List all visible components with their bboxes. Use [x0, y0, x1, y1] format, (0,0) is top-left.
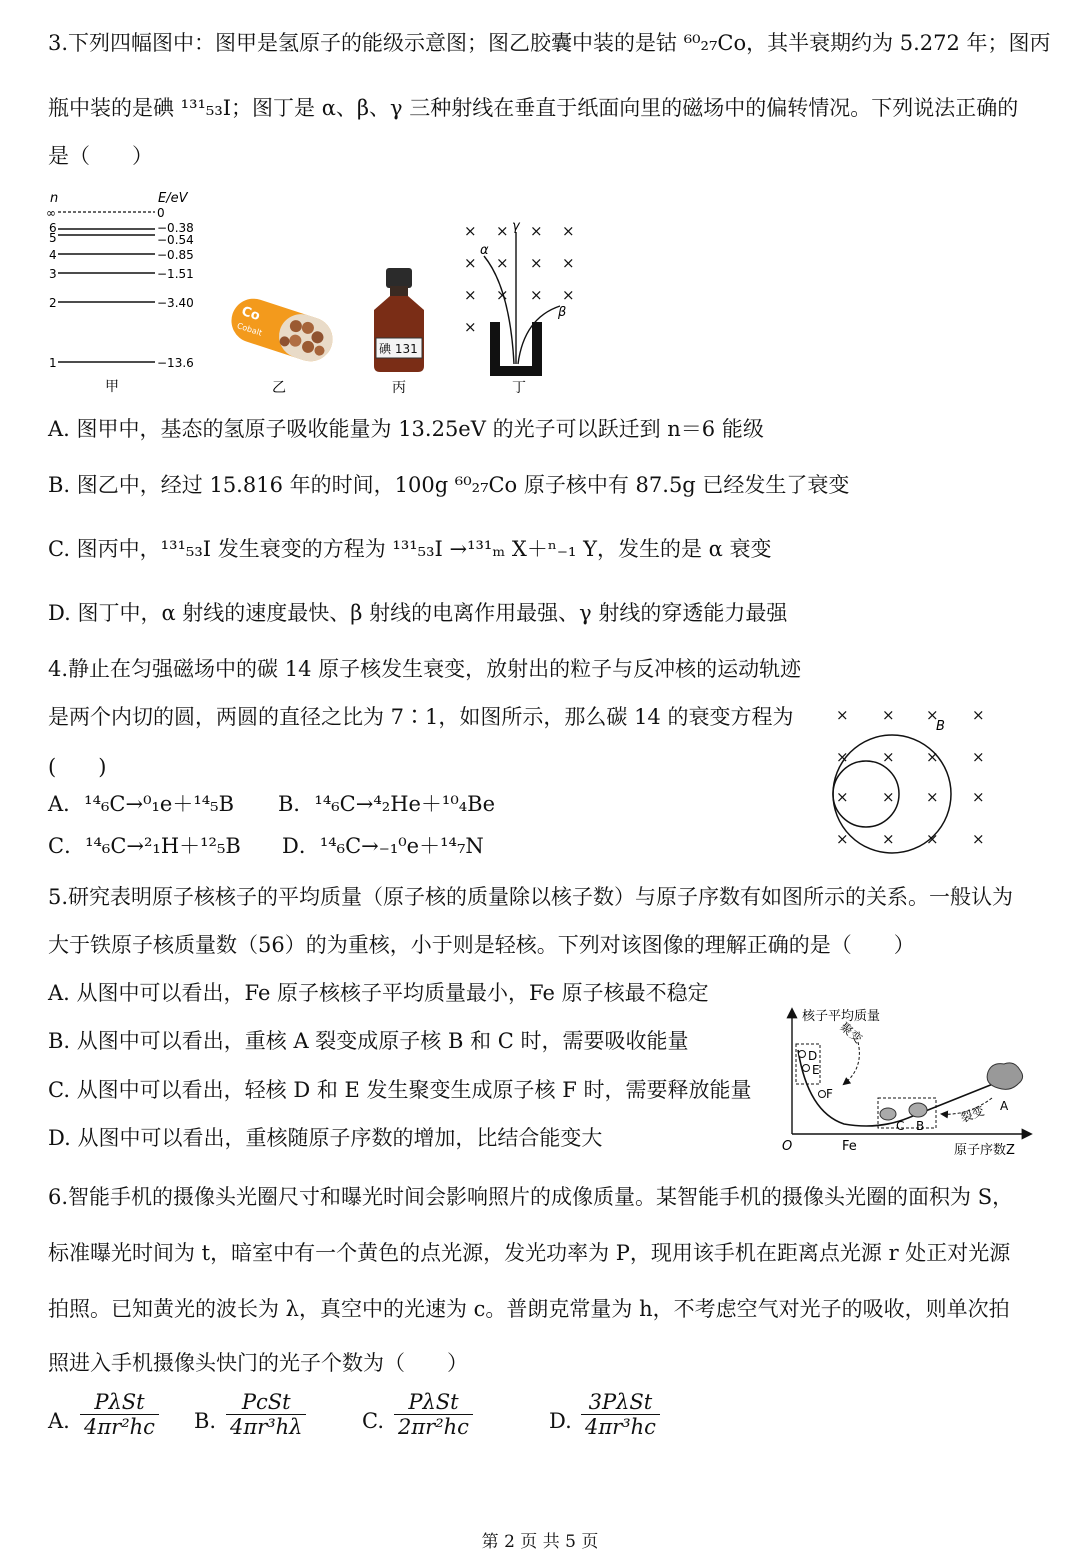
q6-option-a-fraction: [80, 1390, 159, 1439]
energy-level-diagram: [40, 188, 210, 398]
q3-line-3: 是（ ）: [48, 144, 153, 168]
field-cross: ×: [496, 254, 509, 272]
y-axis-label: 核子平均质量: [802, 1009, 881, 1024]
q5-option-c: C. 从图中可以看出，轻核 D 和 E 发生聚变生成原子核 F 时，需要释放能量: [48, 1078, 752, 1102]
fraction-denominator: 2πr²hc: [398, 1415, 469, 1439]
label-c: C: [896, 1119, 905, 1133]
field-cross: ×: [926, 706, 939, 724]
q6-option-c-label: C.: [362, 1409, 384, 1433]
inscribed-circles-figure: [826, 700, 996, 860]
field-cross: ×: [562, 254, 575, 272]
iodine-bottle-figure: [366, 266, 434, 398]
field-cross: ×: [836, 788, 849, 806]
label-d: D: [808, 1049, 818, 1063]
q4-option-a: A．¹⁴₆C→⁰₁e＋¹⁴₅B: [48, 792, 235, 816]
q4-line-3: ( ): [48, 755, 107, 779]
label-e: E: [812, 1063, 820, 1077]
q4-line-1: 4.静止在匀强磁场中的碳 14 原子核发生衰变，放射出的粒子与反冲核的运动轨迹: [48, 657, 802, 681]
field-cross: ×: [464, 222, 477, 240]
field-cross: ×: [496, 286, 509, 304]
field-cross: ×: [530, 254, 543, 272]
field-cross: ×: [972, 706, 985, 724]
origin-label: O: [782, 1139, 793, 1154]
q3-line-1: 3.下列四幅图中：图甲是氢原子的能级示意图；图乙胶囊中装的是钴 ⁶⁰₂₇Co，其半衰期约为 5.272 年；图丙: [48, 31, 1051, 55]
q6-option-d-fraction: [581, 1390, 660, 1439]
level-n: ∞: [46, 206, 56, 220]
q6-line-3: 拍照。已知黄光的波长为 λ，真空中的光速为 c。普朗克常量为 h，不考虑空气对光子的吸收，则单次拍: [48, 1297, 1010, 1321]
q5-line-1: 5.研究表明原子核核子的平均质量（原子核的质量除以核子数）与原子序数有如图所示的关系。一般认为: [48, 885, 1014, 909]
q6-line-4: 照进入手机摄像头快门的光子个数为（ ）: [48, 1351, 468, 1375]
label-b: B: [916, 1119, 925, 1133]
q6-line-1: 6.智能手机的摄像头光圈尺寸和曝光时间会影响照片的成像质量。某智能手机的摄像头光圈的面积为 S，: [48, 1185, 1014, 1209]
q3-option-c: C. 图丙中，¹³¹₅₃I 发生衰变的方程为 ¹³¹₅₃I →¹³¹ₘ X＋ⁿ₋₁ Y，发生的是 α 衰变: [48, 537, 772, 561]
level-n: 1: [49, 356, 57, 370]
fraction-numerator: PλSt: [394, 1390, 473, 1415]
gamma-label: γ: [512, 219, 520, 234]
fraction-numerator: PcSt: [226, 1390, 306, 1415]
fraction-denominator: 4πr³hλ: [230, 1415, 303, 1439]
field-cross: ×: [496, 222, 509, 240]
q6-option-c-fraction: [394, 1390, 473, 1439]
q5-option-b: B. 从图中可以看出，重核 A 裂变成原子核 B 和 C 时，需要吸收能量: [48, 1029, 689, 1053]
fusion-arrow: [844, 1042, 859, 1084]
cobalt-capsule-figure: [222, 290, 342, 398]
axis-n-label: n: [50, 191, 59, 206]
field-cross: ×: [972, 830, 985, 848]
field-cross: ×: [882, 788, 895, 806]
field-cross: ×: [562, 222, 575, 240]
point-d: [799, 1051, 806, 1058]
label-f: F: [826, 1087, 833, 1101]
level-e: −3.40: [157, 296, 194, 310]
q6-option-b-fraction: [226, 1390, 306, 1439]
fig-jia-caption: 甲: [105, 379, 119, 395]
fraction-numerator: 3PλSt: [581, 1390, 660, 1415]
level-n: 4: [49, 248, 57, 262]
field-cross: ×: [464, 318, 477, 336]
field-cross: ×: [926, 830, 939, 848]
fraction-denominator: 4πr²hc: [84, 1415, 155, 1439]
label-a: A: [1000, 1099, 1009, 1113]
q6-line-2: 标准曝光时间为 t，暗室中有一个黄色的点光源，发光功率为 P，现用该手机在距离点光源 r 处正对光源: [48, 1241, 1011, 1265]
field-cross: ×: [464, 286, 477, 304]
level-e: −0.85: [157, 248, 194, 262]
q5-option-a: A. 从图中可以看出，Fe 原子核核子平均质量最小，Fe 原子核最不稳定: [48, 981, 709, 1005]
level-e: −0.38: [157, 221, 194, 235]
fe-label: Fe: [842, 1139, 857, 1154]
field-cross: ×: [972, 748, 985, 766]
level-e: −1.51: [157, 267, 194, 281]
level-n: 6: [49, 221, 57, 235]
q3-line-2: 瓶中装的是碘 ¹³¹₅₃I；图丁是 α、β、γ 三种射线在垂直于纸面向里的磁场中的偏转情况。下列说法正确的: [48, 96, 1019, 120]
level-e: −0.54: [157, 233, 194, 247]
field-cross: ×: [882, 748, 895, 766]
level-e: −13.6: [157, 356, 194, 370]
field-cross: ×: [530, 222, 543, 240]
nucleus-c: [880, 1108, 896, 1120]
field-cross: ×: [562, 286, 575, 304]
fraction-denominator: 4πr³hc: [585, 1415, 656, 1439]
field-cross: ×: [464, 254, 477, 272]
b-field-label: B: [936, 719, 945, 734]
capsule-cobalt-text: Cobalt: [235, 321, 264, 338]
axis-e-label: E/eV: [158, 191, 188, 206]
fusion-label: 聚变: [837, 1019, 865, 1046]
bottle-label-text: 碘 131: [379, 342, 418, 356]
field-cross: ×: [882, 706, 895, 724]
q6-option-b-label: B.: [194, 1409, 217, 1433]
q5-line-2: 大于铁原子核质量数（56）的为重核，小于则是轻核。下列对该图像的理解正确的是（ ）: [48, 933, 915, 957]
field-cross: ×: [972, 788, 985, 806]
level-n: 2: [49, 296, 57, 310]
q3-option-a: A. 图甲中，基态的氢原子吸收能量为 13.25eV 的光子可以跃迁到 n＝6 能级: [48, 417, 764, 441]
field-cross: ×: [836, 830, 849, 848]
field-cross: ×: [926, 748, 939, 766]
fig-ding-caption: 丁: [512, 380, 526, 396]
point-f: [819, 1091, 826, 1098]
q4-line-2: 是两个内切的圆，两圆的直径之比为 7∶1，如图所示，那么碳 14 的衰变方程为: [48, 705, 794, 729]
level-n: 5: [49, 231, 57, 245]
capsule-co-text: Co: [239, 304, 262, 325]
q4-option-b: B．¹⁴₆C→⁴₂He＋¹⁰₄Be: [278, 792, 496, 816]
point-e: [803, 1065, 810, 1072]
q5-option-d: D. 从图中可以看出，重核随原子序数的增加，比结合能变大: [48, 1126, 603, 1150]
bottle-body: [374, 296, 424, 372]
q3-option-d: D. 图丁中，α 射线的速度最快、β 射线的电离作用最强、γ 射线的穿透能力最强: [48, 601, 788, 625]
bottle-cap: [386, 268, 412, 288]
q3-option-b: B. 图乙中，经过 15.816 年的时间，100g ⁶⁰₂₇Co 原子核中有 87.5g 已经发生了衰变: [48, 473, 850, 497]
fission-label: 裂变: [958, 1103, 987, 1126]
q6-option-d-label: D.: [549, 1409, 572, 1433]
field-cross: ×: [836, 748, 849, 766]
x-axis-label: 原子序数Z: [954, 1143, 1015, 1158]
level-e: 0: [157, 206, 165, 220]
q4-option-c: C．¹⁴₆C→²₁H＋¹²₅B: [48, 834, 241, 858]
field-cross: ×: [882, 830, 895, 848]
field-cross: ×: [926, 788, 939, 806]
radiation-magnetic-field-figure: [458, 218, 583, 398]
alpha-label: α: [480, 243, 489, 258]
q6-option-a-label: A.: [48, 1409, 70, 1433]
level-n: 3: [49, 267, 57, 281]
page-footer: 第 2 页 共 5 页: [481, 1532, 599, 1552]
fig-yi-caption: 乙: [272, 380, 286, 396]
field-cross: ×: [530, 286, 543, 304]
fig-bing-caption: 丙: [392, 380, 406, 396]
field-cross: ×: [836, 706, 849, 724]
q4-option-d: D．¹⁴₆C→₋₁⁰e＋¹⁴₇N: [282, 834, 484, 858]
beta-label: β: [558, 305, 567, 320]
nucleus-a: [987, 1063, 1022, 1089]
fraction-numerator: PλSt: [80, 1390, 159, 1415]
nucleon-mass-curve-figure: [778, 1002, 1040, 1162]
nucleus-b: [909, 1103, 927, 1117]
